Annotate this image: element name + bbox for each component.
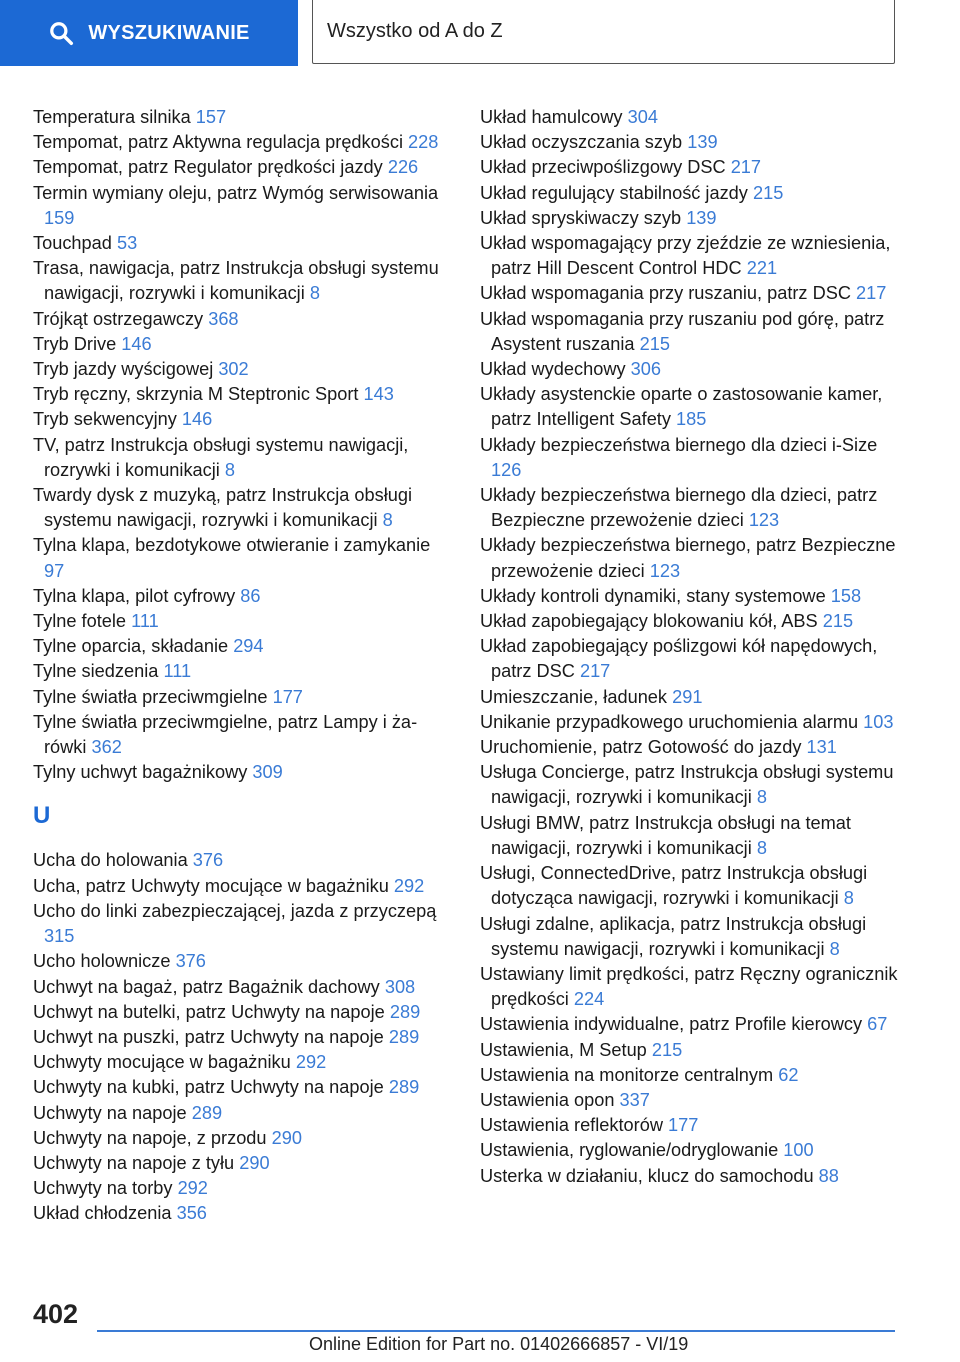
entry-text: Tryb Drive <box>33 333 117 354</box>
page-link[interactable]: 376 <box>175 951 206 972</box>
page-link[interactable]: 376 <box>192 850 224 871</box>
entry-text: Tylna klapa, pilot cyfrowy <box>33 585 236 606</box>
page-link[interactable]: 294 <box>233 636 264 657</box>
entry-text: Tylne siedzenia <box>33 661 159 682</box>
index-entry <box>480 155 910 180</box>
page-link[interactable]: 215 <box>639 333 670 354</box>
index-entry <box>33 685 453 710</box>
index-entry <box>33 584 453 609</box>
entry-text: Układ wspomagający przy zjeździe ze wzniesienia, patrz Hill Descent Control HDC <box>480 233 891 279</box>
page-link[interactable]: 8 <box>756 787 767 808</box>
entry-text: Temperatura silnika <box>33 107 191 127</box>
page-link[interactable]: 362 <box>91 737 122 758</box>
page-link[interactable]: 302 <box>218 359 249 380</box>
page-link[interactable]: 8 <box>224 459 236 480</box>
page-link[interactable]: 290 <box>239 1152 270 1173</box>
index-entry <box>33 760 453 785</box>
page-link[interactable]: 97 <box>44 560 65 581</box>
entry-text: Uchwyt na bagaż, patrz Bagażnik dachowy <box>33 976 380 997</box>
index-list-u-continued <box>480 105 910 1189</box>
entry-text: Uchwyty na torby <box>33 1178 173 1199</box>
index-entry <box>33 307 453 332</box>
page-link[interactable]: 111 <box>131 611 159 632</box>
index-entry <box>33 483 453 533</box>
index-entry <box>33 1101 453 1126</box>
entry-text: Ucho holownicze <box>33 951 171 972</box>
entry-text: Usługa Concierge, patrz Instrukcja obsługi systemu nawigacji, rozrywki i komunikacji <box>480 762 894 808</box>
entry-text: Trasa, nawigacja, patrz Instrukcja obsługi systemu nawigacji, rozrywki i komunikacji <box>33 258 439 304</box>
entry-text: Tryb jazdy wyścigowej <box>33 359 214 380</box>
entry-text: Tylne oparcia, składanie <box>33 636 229 657</box>
index-entry <box>33 155 453 180</box>
page-link[interactable]: 226 <box>387 157 419 178</box>
entry-text: Układy bezpieczeństwa biernego, patrz Bezpieczne przewożenie dzieci <box>480 535 896 581</box>
section-tab[interactable] <box>312 0 895 64</box>
index-entry <box>480 609 910 634</box>
index-entry <box>33 975 453 1000</box>
entry-text: TV, patrz Instrukcja obsługi systemu nawigacji, rozrywki i komunikacji <box>33 434 409 480</box>
index-entry <box>480 634 910 684</box>
index-entry <box>33 382 453 407</box>
page-link[interactable]: 139 <box>687 132 718 153</box>
entry-text: Ucha, patrz Uchwyty mocujące w bagażniku <box>33 875 389 896</box>
entry-text: Uchwyt na puszki, patrz Uchwyty na napoje <box>33 1026 384 1047</box>
page-link[interactable]: 143 <box>363 384 394 405</box>
entry-text: Tylne światła przeciwmgielne, patrz Lampy i żarówki <box>33 711 418 758</box>
page-link[interactable]: 146 <box>181 409 213 430</box>
entry-text: Układy asystenckie oparte o zastosowanie kamer, patrz Intelligent Safety <box>480 384 883 430</box>
page-link[interactable]: 185 <box>676 409 707 430</box>
entry-text: Układ przeciwpoślizgowy DSC <box>480 157 726 178</box>
index-entry <box>33 1025 453 1050</box>
page-link[interactable]: 291 <box>672 686 703 707</box>
index-entry <box>480 1164 910 1189</box>
index-entry <box>33 256 453 306</box>
page-link[interactable]: 67 <box>867 1014 888 1035</box>
index-entry <box>480 685 910 710</box>
page-link[interactable]: 177 <box>272 686 303 707</box>
entry-text: Termin wymiany oleju, patrz Wymóg serwisowania <box>33 182 439 203</box>
index-entry <box>33 357 453 382</box>
index-column-right <box>480 105 910 1189</box>
entry-text: Usługi, ConnectedDrive, patrz Instrukcja obsługi dotycząca nawigacji, rozrywki i komunikacji <box>480 863 868 909</box>
entry-text: Ucho do linki zabezpieczającej, jazda z przyczepą <box>33 900 437 921</box>
entry-text: Układ zapobiegający blokowaniu kół, ABS <box>480 611 818 632</box>
entry-text: Usługi zdalne, aplikacja, patrz Instrukcja obsługi systemu nawigacji, rozrywki i komunikacji <box>480 913 867 959</box>
entry-text: Tylne fotele <box>33 611 127 632</box>
entry-text: Trójkąt ostrzegawczy <box>33 308 204 329</box>
entry-text: Układy bezpieczeństwa biernego dla dzieci i-Size <box>480 434 878 455</box>
entry-text: Usługi BMW, patrz Instrukcja obsługi na temat nawigacji, rozrywki i komunikacji <box>480 812 851 858</box>
entry-text: Układ wydechowy <box>480 359 626 380</box>
index-entry <box>33 710 453 760</box>
index-entry <box>480 710 910 735</box>
entry-text: Twardy dysk z muzyką, patrz Instrukcja obsługi systemu nawigacji, rozrywki i komunikacji <box>33 485 413 531</box>
index-entry <box>33 181 453 231</box>
index-entry <box>480 760 910 810</box>
top-navigation <box>0 0 960 66</box>
entry-text: Układ hamulcowy <box>480 107 623 127</box>
page-link[interactable]: 139 <box>686 207 717 228</box>
entry-text: Uchwyty mocujące w bagażniku <box>33 1052 291 1073</box>
index-entry <box>33 634 453 659</box>
index-entry <box>33 1050 453 1075</box>
page-link[interactable]: 289 <box>388 1026 420 1047</box>
index-entry <box>480 1113 910 1138</box>
index-column-left <box>33 105 453 1227</box>
entry-text: Układ regulujący stabilność jazdy <box>480 182 748 203</box>
page-link[interactable]: 8 <box>756 837 767 858</box>
search-tab-label: WYSZUKIWANIE <box>88 21 250 44</box>
page-link[interactable]: 289 <box>388 1077 420 1098</box>
page-link[interactable]: 292 <box>177 1178 208 1199</box>
page-link[interactable]: 337 <box>619 1089 650 1110</box>
entry-text: Unikanie przypadkowego uruchomienia alarmu <box>480 711 859 732</box>
page-link[interactable]: 217 <box>579 661 611 682</box>
page-link[interactable]: 53 <box>116 233 138 254</box>
page-link[interactable]: 159 <box>44 207 75 228</box>
page-link[interactable]: 215 <box>651 1039 683 1060</box>
index-entry <box>480 483 910 533</box>
index-entry <box>480 231 910 281</box>
entry-text: Tylne światła przeciwmgielne <box>33 686 268 707</box>
page-link[interactable]: 123 <box>649 560 681 581</box>
index-entry <box>33 332 453 357</box>
footer-divider <box>97 1330 895 1332</box>
page-link[interactable]: 309 <box>252 762 283 783</box>
page-link[interactable]: 8 <box>829 938 840 959</box>
footer-edition: Online Edition for Part no. 01402666857 - VI/19 <box>309 1334 689 1354</box>
index-list-t <box>33 105 453 785</box>
index-entry <box>33 949 453 974</box>
index-entry <box>33 433 453 483</box>
entry-text: Układ wspomagania przy ruszaniu, patrz DSC <box>480 283 851 304</box>
page-link[interactable]: 306 <box>630 359 661 380</box>
index-entry <box>33 1075 453 1100</box>
search-icon <box>48 20 74 46</box>
entry-text: Usterka w działaniu, klucz do samochodu <box>480 1165 814 1186</box>
entry-text: Ustawienia, M Setup <box>480 1039 647 1060</box>
page-link[interactable]: 131 <box>806 737 837 758</box>
entry-text: Uchwyty na kubki, patrz Uchwyty na napoje <box>33 1077 384 1098</box>
entry-text: Ustawienia indywidualne, patrz Profile kierowcy <box>480 1014 863 1035</box>
index-entry <box>33 1176 453 1201</box>
page-link[interactable]: 157 <box>195 107 227 127</box>
page-link[interactable]: 308 <box>384 976 416 997</box>
index-entry <box>480 533 910 583</box>
entry-text: Układ oczyszczania szyb <box>480 132 683 153</box>
entry-text: Układy kontroli dynamiki, stany systemowe <box>480 585 826 606</box>
index-entry <box>33 231 453 256</box>
index-entry <box>480 912 910 962</box>
page-link[interactable]: 290 <box>271 1127 302 1148</box>
page-link[interactable]: 158 <box>830 585 862 606</box>
index-entry <box>33 1201 453 1226</box>
index-entry <box>480 307 910 357</box>
page-link[interactable]: 228 <box>408 132 439 153</box>
entry-text: Ustawienia, ryglowanie/odryglowanie <box>480 1140 779 1161</box>
index-entry <box>480 130 910 155</box>
page-link[interactable]: 221 <box>746 258 778 279</box>
index-entry <box>480 1088 910 1113</box>
page-link[interactable]: 103 <box>863 711 894 732</box>
index-entry <box>33 659 453 684</box>
index-entry <box>480 811 910 861</box>
entry-text: Tempomat, patrz Regulator prędkości jazdy <box>33 157 383 178</box>
entry-text: Ustawienia na monitorze centralnym <box>480 1064 774 1085</box>
page-link[interactable]: 217 <box>730 157 762 178</box>
index-entry <box>480 281 910 306</box>
index-entry <box>480 382 910 432</box>
page-link[interactable]: 8 <box>843 888 854 909</box>
index-entry <box>33 1000 453 1025</box>
index-entry <box>480 206 910 231</box>
index-entry <box>480 181 910 206</box>
entry-text: Uchwyty na napoje <box>33 1102 187 1123</box>
index-entry <box>480 357 910 382</box>
entry-text: Układ chłodzenia <box>33 1203 172 1224</box>
section-tab-label: Wszystko od A do Z <box>327 20 503 42</box>
search-tab[interactable] <box>0 0 298 66</box>
index-entry <box>480 1063 910 1088</box>
entry-text: Tryb ręczny, skrzynia M Steptronic Sport <box>33 384 359 405</box>
index-entry <box>480 584 910 609</box>
index-entry <box>33 899 453 949</box>
page-link[interactable]: 368 <box>208 308 239 329</box>
entry-text: Uchwyt na butelki, patrz Uchwyty na napoje <box>33 1001 385 1022</box>
entry-text: Układ wspomagania przy ruszaniu pod górę, patrz Asystent ruszania <box>480 308 885 354</box>
index-entry <box>33 130 453 155</box>
index-entry <box>33 874 453 899</box>
index-entry <box>480 105 910 130</box>
entry-text: Uchwyty na napoje, z przodu <box>33 1127 267 1148</box>
index-entry <box>480 735 910 760</box>
entry-text: Ucha do holowania <box>33 850 188 871</box>
page-link[interactable]: 111 <box>163 661 192 682</box>
entry-text: Uruchomienie, patrz Gotowość do jazdy <box>480 737 802 758</box>
page-link[interactable]: 100 <box>783 1140 814 1161</box>
index-list-u <box>33 848 453 1226</box>
index-entry <box>33 1151 453 1176</box>
entry-text: Układy bezpieczeństwa biernego dla dzieci, patrz Bezpieczne przewożenie dzieci <box>480 485 878 531</box>
page-link[interactable]: 177 <box>668 1115 699 1136</box>
section-letter: U <box>33 802 51 830</box>
page-link[interactable]: 146 <box>121 333 152 354</box>
entry-text: Ustawienia reflektorów <box>480 1115 663 1136</box>
entry-text: Tylny uchwyt bagażnikowy <box>33 762 248 783</box>
page-link[interactable]: 215 <box>822 611 854 632</box>
page-link[interactable]: 315 <box>44 926 75 947</box>
entry-text: Tylna klapa, bezdotykowe otwieranie i zamykanie <box>33 535 431 556</box>
index-entry <box>33 848 453 873</box>
index-entry <box>480 861 910 911</box>
index-entry <box>480 1012 910 1037</box>
page-link[interactable]: 292 <box>393 875 425 896</box>
index-entry <box>480 433 910 483</box>
entry-text: Ustawiany limit prędkości, patrz Ręczny ogranicznik prędkości <box>480 963 898 1010</box>
index-entry <box>480 962 910 1012</box>
entry-text: Tempomat, patrz Aktywna regulacja prędkości <box>33 132 403 153</box>
page-link[interactable]: 86 <box>240 585 261 606</box>
entry-text: Tryb sekwencyjny <box>33 409 177 430</box>
page-link[interactable]: 289 <box>191 1102 223 1123</box>
page-link[interactable]: 88 <box>818 1165 839 1186</box>
page-link[interactable]: 292 <box>295 1052 327 1073</box>
page-link[interactable]: 8 <box>382 510 393 531</box>
index-entry <box>480 1038 910 1063</box>
entry-text: Ustawienia opon <box>480 1089 615 1110</box>
page-link[interactable]: 126 <box>491 459 522 480</box>
page-link[interactable]: 356 <box>176 1203 207 1224</box>
entry-text: Układ spryskiwaczy szyb <box>480 207 682 228</box>
page-link[interactable]: 217 <box>856 283 887 304</box>
index-entry <box>33 407 453 432</box>
page-link[interactable]: 62 <box>778 1064 799 1085</box>
index-entry <box>33 533 453 583</box>
index-entry <box>480 1138 910 1163</box>
entry-text: Touchpad <box>33 233 112 254</box>
index-entry <box>33 105 453 130</box>
page-link[interactable]: 123 <box>748 510 780 531</box>
page-number: 402 <box>33 1299 79 1329</box>
page-link[interactable]: 215 <box>752 182 784 203</box>
entry-text: Uchwyty na napoje z tyłu <box>33 1152 235 1173</box>
page-link[interactable]: 224 <box>573 989 605 1010</box>
entry-text: Umieszczanie, ładunek <box>480 686 668 707</box>
index-entry <box>33 1126 453 1151</box>
page-link[interactable]: 289 <box>389 1001 421 1022</box>
index-entry <box>33 609 453 634</box>
page-link[interactable]: 304 <box>627 107 658 127</box>
entry-text: Układ zapobiegający poślizgowi kół napędowych, patrz DSC <box>480 636 878 682</box>
page-link[interactable]: 8 <box>309 283 320 304</box>
